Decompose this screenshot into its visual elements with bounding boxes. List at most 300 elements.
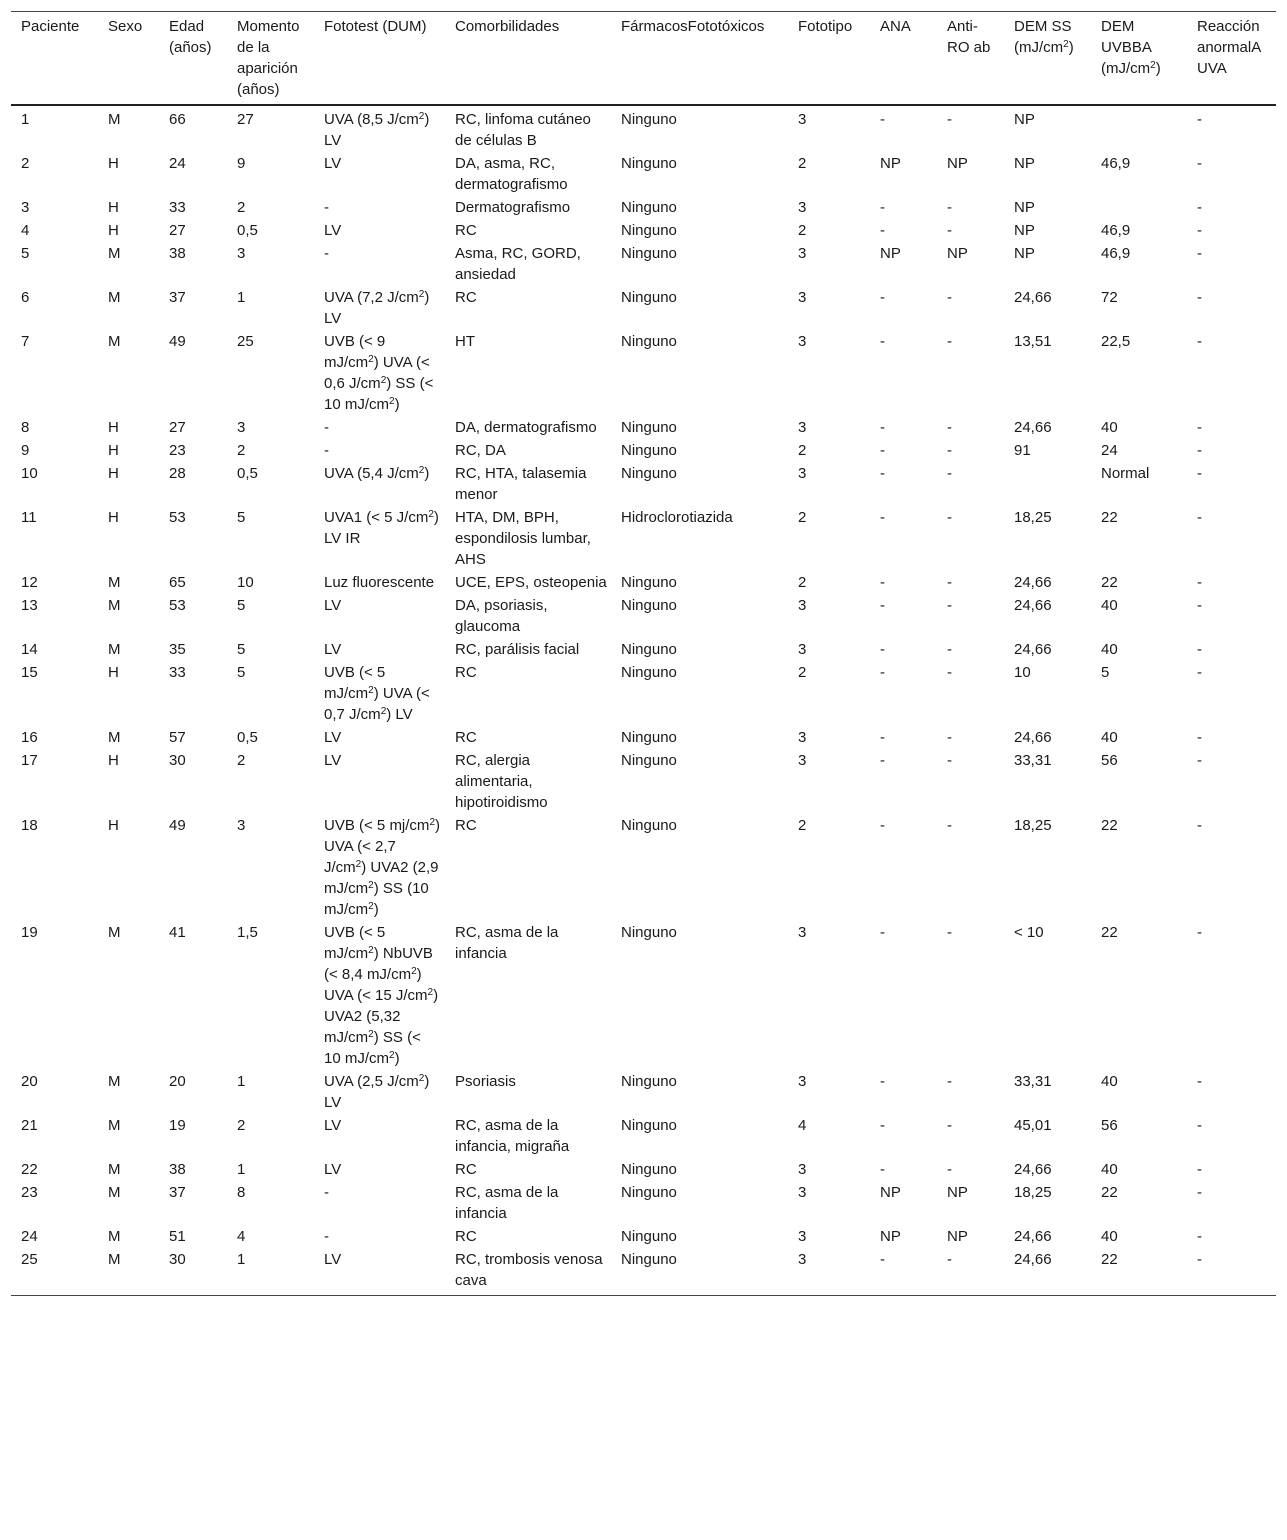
cell-comorbilidades: DA, psoriasis, glaucoma — [455, 597, 548, 635]
cell-dem-ss: NP — [1014, 222, 1035, 239]
cell-ana: - — [880, 664, 885, 681]
cell-fototest: LV — [324, 729, 342, 746]
column-header-anti-ro-ab: Anti-RO ab — [947, 18, 991, 56]
cell-ana: - — [880, 1073, 885, 1090]
cell-comorbilidades: HTA, DM, BPH, espondilosis lumbar, AHS — [455, 509, 591, 568]
cell-comorbilidades: RC — [455, 222, 477, 239]
cell-dem-uvbba: 56 — [1101, 752, 1118, 769]
cell-paciente: 4 — [21, 222, 30, 239]
cell-dem-ss: 24,66 — [1014, 729, 1052, 746]
cell-sexo: M — [108, 729, 121, 746]
cell-comorbilidades: RC, linfoma cutáneo de células B — [455, 111, 591, 149]
cell-dem-uvbba: 56 — [1101, 1117, 1118, 1134]
cell-fototest: LV — [324, 1161, 342, 1178]
cell-paciente: 5 — [21, 245, 30, 262]
cell-comorbilidades: DA, asma, RC, dermatografismo — [455, 155, 568, 193]
cell-momento-aparicion: 5 — [237, 664, 246, 681]
cell-reaccion-uva: - — [1197, 1228, 1202, 1245]
cell-sexo: M — [108, 1117, 121, 1134]
cell-anti-ro-ab: - — [947, 289, 952, 306]
cell-edad: 27 — [169, 222, 186, 239]
cell-comorbilidades: Psoriasis — [455, 1073, 516, 1090]
cell-sexo: H — [108, 465, 119, 482]
cell-farmacos-fototoxicos: Ninguno — [621, 155, 677, 172]
cell-dem-uvbba: 22 — [1101, 574, 1118, 591]
cell-anti-ro-ab: - — [947, 817, 952, 834]
cell-dem-ss: 24,66 — [1014, 1251, 1052, 1268]
cell-comorbilidades: RC — [455, 664, 477, 681]
cell-dem-ss — [1004, 462, 1091, 506]
cell-farmacos-fototoxicos: Ninguno — [621, 817, 677, 834]
cell-paciente: 11 — [21, 509, 37, 526]
cell-reaccion-uva: - — [1197, 1161, 1202, 1178]
cell-comorbilidades: RC — [455, 289, 477, 306]
cell-dem-uvbba: 40 — [1101, 1228, 1118, 1245]
cell-ana: - — [880, 597, 885, 614]
cell-farmacos-fototoxicos: Ninguno — [621, 729, 677, 746]
cell-edad: 19 — [169, 1117, 186, 1134]
cell-dem-ss: NP — [1014, 155, 1035, 172]
cell-farmacos-fototoxicos: Ninguno — [621, 111, 677, 128]
cell-dem-uvbba: 22 — [1101, 509, 1118, 526]
cell-sexo: M — [108, 111, 121, 128]
cell-fototipo: 2 — [798, 155, 807, 172]
cell-ana: - — [880, 729, 885, 746]
table-row — [11, 1114, 1276, 1158]
cell-anti-ro-ab: - — [947, 752, 952, 769]
cell-fototipo: 2 — [798, 664, 807, 681]
cell-fototest: LV — [324, 155, 342, 172]
cell-fototest: - — [324, 419, 329, 436]
cell-reaccion-uva: - — [1197, 419, 1202, 436]
cell-paciente: 3 — [21, 199, 30, 216]
cell-farmacos-fototoxicos: Ninguno — [621, 1251, 677, 1268]
cell-dem-ss: 24,66 — [1014, 289, 1052, 306]
cell-reaccion-uva: - — [1197, 245, 1202, 262]
cell-edad: 23 — [169, 442, 186, 459]
cell-reaccion-uva: - — [1197, 1184, 1202, 1201]
cell-farmacos-fototoxicos: Ninguno — [621, 289, 677, 306]
cell-paciente: 24 — [21, 1228, 38, 1245]
cell-farmacos-fototoxicos: Ninguno — [621, 1117, 677, 1134]
cell-dem-ss: NP — [1014, 111, 1035, 128]
column-header-comorbilidades: Comorbilidades — [455, 18, 560, 35]
table-row — [11, 152, 1276, 196]
table-row — [11, 814, 1276, 921]
cell-sexo: M — [108, 333, 121, 350]
cell-dem-uvbba — [1091, 196, 1187, 219]
cell-momento-aparicion: 1 — [237, 1073, 246, 1090]
cell-fototest: UVB (< 5 $mj/cm^2$) UVA (< 2,7 $J/cm^2$) UVA2 (2,9 $mJ/cm^2$) SS (10 $mJ/cm^2$) — [324, 817, 440, 918]
cell-edad: 49 — [169, 817, 186, 834]
cell-paciente: 13 — [21, 597, 38, 614]
cell-anti-ro-ab: - — [947, 509, 952, 526]
cell-fototest: UVA (5,4 $J/cm^2$) — [324, 465, 430, 482]
column-header-paciente: Paciente — [21, 18, 80, 35]
cell-reaccion-uva: - — [1197, 1117, 1202, 1134]
cell-sexo: H — [108, 664, 119, 681]
cell-momento-aparicion: 2 — [237, 442, 246, 459]
cell-farmacos-fototoxicos: Ninguno — [621, 245, 677, 262]
cell-farmacos-fototoxicos: Ninguno — [621, 442, 677, 459]
cell-sexo: H — [108, 222, 119, 239]
cell-paciente: 17 — [21, 752, 38, 769]
cell-paciente: 8 — [21, 419, 30, 436]
cell-reaccion-uva: - — [1197, 222, 1202, 239]
cell-ana: - — [880, 574, 885, 591]
cell-reaccion-uva: - — [1197, 1073, 1202, 1090]
cell-ana: - — [880, 752, 885, 769]
cell-fototest: UVA (7,2 $J/cm^2$) LV — [324, 289, 430, 327]
cell-reaccion-uva: - — [1197, 509, 1202, 526]
cell-fototipo: 3 — [798, 1161, 807, 1178]
cell-fototipo: 3 — [798, 752, 807, 769]
cell-comorbilidades: RC — [455, 817, 477, 834]
cell-paciente: 19 — [21, 924, 38, 941]
cell-dem-ss: 33,31 — [1014, 752, 1052, 769]
table-row — [11, 661, 1276, 726]
cell-ana: - — [880, 817, 885, 834]
cell-fototipo: 3 — [798, 111, 807, 128]
cell-sexo: H — [108, 442, 119, 459]
cell-farmacos-fototoxicos: Ninguno — [621, 664, 677, 681]
cell-dem-uvbba: 22 — [1101, 1251, 1118, 1268]
cell-fototipo: 3 — [798, 419, 807, 436]
table-row — [11, 242, 1276, 286]
cell-anti-ro-ab: - — [947, 729, 952, 746]
cell-fototest: Luz fluorescente — [324, 574, 435, 591]
table-row — [11, 219, 1276, 242]
table-row — [11, 638, 1276, 661]
cell-momento-aparicion: 1 — [237, 1161, 246, 1178]
cell-ana: - — [880, 289, 885, 306]
cell-paciente: 2 — [21, 155, 30, 172]
cell-anti-ro-ab: - — [947, 111, 952, 128]
cell-edad: 33 — [169, 199, 186, 216]
cell-momento-aparicion: 3 — [237, 245, 246, 262]
cell-paciente: 9 — [21, 442, 30, 459]
cell-momento-aparicion: 1,5 — [237, 924, 258, 941]
cell-dem-ss: 13,51 — [1014, 333, 1052, 350]
cell-fototipo: 3 — [798, 289, 807, 306]
cell-anti-ro-ab: - — [947, 442, 952, 459]
cell-comorbilidades: RC, asma de la infancia — [455, 1184, 559, 1222]
cell-reaccion-uva: - — [1197, 597, 1202, 614]
cell-sexo: M — [108, 641, 121, 658]
cell-dem-uvbba — [1091, 105, 1187, 152]
cell-reaccion-uva: - — [1197, 817, 1202, 834]
cell-ana: - — [880, 924, 885, 941]
cell-sexo: M — [108, 1161, 121, 1178]
cell-dem-ss: 18,25 — [1014, 509, 1052, 526]
cell-fototest: LV — [324, 641, 342, 658]
cell-edad: 65 — [169, 574, 186, 591]
cell-reaccion-uva: - — [1197, 465, 1202, 482]
table-row — [11, 749, 1276, 814]
cell-paciente: 21 — [21, 1117, 38, 1134]
cell-ana: - — [880, 111, 885, 128]
cell-edad: 51 — [169, 1228, 186, 1245]
cell-comorbilidades: RC, DA — [455, 442, 506, 459]
cell-fototipo: 3 — [798, 597, 807, 614]
cell-paciente: 1 — [21, 111, 30, 128]
cell-anti-ro-ab: - — [947, 641, 952, 658]
cell-edad: 30 — [169, 1251, 186, 1268]
cell-anti-ro-ab: - — [947, 664, 952, 681]
cell-edad: 57 — [169, 729, 186, 746]
cell-edad: 33 — [169, 664, 186, 681]
cell-farmacos-fototoxicos: Ninguno — [621, 1184, 677, 1201]
cell-momento-aparicion: 1 — [237, 289, 246, 306]
table-row — [11, 594, 1276, 638]
cell-sexo: M — [108, 597, 121, 614]
cell-paciente: 22 — [21, 1161, 38, 1178]
cell-farmacos-fototoxicos: Ninguno — [621, 199, 677, 216]
cell-fototest: LV — [324, 1251, 342, 1268]
cell-ana: - — [880, 222, 885, 239]
cell-sexo: H — [108, 199, 119, 216]
cell-dem-uvbba: 40 — [1101, 419, 1118, 436]
cell-momento-aparicion: 3 — [237, 817, 246, 834]
cell-edad: 27 — [169, 419, 186, 436]
cell-farmacos-fototoxicos: Ninguno — [621, 574, 677, 591]
cell-dem-ss: NP — [1014, 245, 1035, 262]
cell-momento-aparicion: 27 — [237, 111, 254, 128]
cell-ana: NP — [880, 245, 901, 262]
column-header-farmacos-fototoxicos: FármacosFototóxicos — [621, 18, 765, 35]
cell-momento-aparicion: 2 — [237, 1117, 246, 1134]
cell-paciente: 6 — [21, 289, 30, 306]
cell-edad: 20 — [169, 1073, 186, 1090]
cell-dem-uvbba: 46,9 — [1101, 222, 1131, 239]
cell-comorbilidades: RC, trombosis venosa cava — [455, 1251, 603, 1289]
cell-comorbilidades: UCE, EPS, osteopenia — [455, 574, 607, 591]
cell-dem-uvbba: 5 — [1101, 664, 1110, 681]
cell-sexo: M — [108, 1184, 121, 1201]
cell-momento-aparicion: 0,5 — [237, 222, 258, 239]
cell-farmacos-fototoxicos: Ninguno — [621, 465, 677, 482]
cell-fototipo: 3 — [798, 924, 807, 941]
cell-dem-ss: 33,31 — [1014, 1073, 1052, 1090]
cell-dem-uvbba: 22,5 — [1101, 333, 1131, 350]
cell-momento-aparicion: 5 — [237, 641, 246, 658]
cell-reaccion-uva: - — [1197, 664, 1202, 681]
cell-fototest: - — [324, 245, 329, 262]
table-row — [11, 1248, 1276, 1296]
table-row — [11, 921, 1276, 1070]
cell-dem-ss: 24,66 — [1014, 1161, 1052, 1178]
cell-fototipo: 3 — [798, 1073, 807, 1090]
cell-dem-ss: 24,66 — [1014, 1228, 1052, 1245]
cell-paciente: 14 — [21, 641, 38, 658]
cell-fototipo: 3 — [798, 333, 807, 350]
cell-anti-ro-ab: - — [947, 1117, 952, 1134]
cell-ana: - — [880, 641, 885, 658]
cell-dem-uvbba: 40 — [1101, 729, 1118, 746]
cell-sexo: H — [108, 752, 119, 769]
table-row — [11, 571, 1276, 594]
cell-fototest: - — [324, 1228, 329, 1245]
cell-farmacos-fototoxicos: Ninguno — [621, 222, 677, 239]
cell-reaccion-uva: - — [1197, 574, 1202, 591]
cell-anti-ro-ab: - — [947, 1161, 952, 1178]
cell-farmacos-fototoxicos: Ninguno — [621, 597, 677, 614]
cell-edad: 38 — [169, 1161, 186, 1178]
table-row — [11, 726, 1276, 749]
table-row — [11, 1158, 1276, 1181]
cell-reaccion-uva: - — [1197, 111, 1202, 128]
cell-dem-uvbba: 40 — [1101, 597, 1118, 614]
cell-dem-uvbba: 22 — [1101, 1184, 1118, 1201]
cell-ana: NP — [880, 1228, 901, 1245]
cell-edad: 28 — [169, 465, 186, 482]
cell-paciente: 23 — [21, 1184, 38, 1201]
cell-sexo: M — [108, 1251, 121, 1268]
cell-fototest: UVA1 (< 5 $J/cm^2$) LV IR — [324, 509, 439, 547]
cell-momento-aparicion: 2 — [237, 199, 246, 216]
cell-dem-ss: 91 — [1014, 442, 1031, 459]
cell-farmacos-fototoxicos: Ninguno — [621, 641, 677, 658]
cell-anti-ro-ab: - — [947, 199, 952, 216]
cell-fototest: UVA (2,5 $J/cm^2$) LV — [324, 1073, 430, 1111]
cell-edad: 38 — [169, 245, 186, 262]
cell-fototest: UVB (< 9 $mJ/cm^2$) UVA (< 0,6 $J/cm^2$) SS (< 10 $mJ/cm^2$) — [324, 333, 434, 413]
cell-reaccion-uva: - — [1197, 729, 1202, 746]
cell-dem-uvbba: 22 — [1101, 924, 1118, 941]
cell-edad: 53 — [169, 509, 186, 526]
cell-sexo: M — [108, 1073, 121, 1090]
cell-paciente: 20 — [21, 1073, 38, 1090]
cell-sexo: H — [108, 509, 119, 526]
cell-fototest: UVB (< 5 $mJ/cm^2$) UVA (< 0,7 $J/cm^2$) LV — [324, 664, 430, 723]
cell-fototipo: 2 — [798, 574, 807, 591]
cell-edad: 41 — [169, 924, 186, 941]
cell-edad: 66 — [169, 111, 186, 128]
cell-dem-ss: 24,66 — [1014, 574, 1052, 591]
column-header-reaccion-uva: Reacción anormalA UVA — [1197, 18, 1261, 77]
cell-comorbilidades: Dermatografismo — [455, 199, 571, 216]
cell-dem-ss: 24,66 — [1014, 641, 1052, 658]
cell-ana: - — [880, 199, 885, 216]
cell-dem-ss: < 10 — [1014, 924, 1044, 941]
cell-anti-ro-ab: - — [947, 597, 952, 614]
cell-farmacos-fototoxicos: Hidroclorotiazida — [621, 509, 733, 526]
cell-farmacos-fototoxicos: Ninguno — [621, 752, 677, 769]
cell-momento-aparicion: 0,5 — [237, 729, 258, 746]
cell-reaccion-uva: - — [1197, 289, 1202, 306]
cell-momento-aparicion: 8 — [237, 1184, 246, 1201]
cell-ana: - — [880, 1251, 885, 1268]
cell-sexo: H — [108, 155, 119, 172]
cell-sexo: H — [108, 817, 119, 834]
cell-farmacos-fototoxicos: Ninguno — [621, 1073, 677, 1090]
cell-reaccion-uva: - — [1197, 752, 1202, 769]
cell-sexo: M — [108, 924, 121, 941]
cell-paciente: 16 — [21, 729, 38, 746]
cell-fototipo: 2 — [798, 442, 807, 459]
cell-momento-aparicion: 10 — [237, 574, 254, 591]
cell-anti-ro-ab: - — [947, 574, 952, 591]
cell-dem-ss: 24,66 — [1014, 419, 1052, 436]
cell-anti-ro-ab: NP — [947, 1184, 968, 1201]
cell-edad: 49 — [169, 333, 186, 350]
cell-comorbilidades: HT — [455, 333, 475, 350]
cell-farmacos-fototoxicos: Ninguno — [621, 1161, 677, 1178]
table-row — [11, 330, 1276, 416]
cell-sexo: M — [108, 574, 121, 591]
cell-momento-aparicion: 5 — [237, 509, 246, 526]
cell-fototest: UVB (< 5 $mJ/cm^2$) NbUVB (< 8,4 $mJ/cm^2$) UVA (< 15 $J/cm^2$) UVA2 (5,32 $mJ/cm^2$) SS (< 10 $mJ/cm^2$) — [324, 924, 439, 1067]
cell-momento-aparicion: 9 — [237, 155, 246, 172]
cell-sexo: M — [108, 289, 121, 306]
cell-dem-uvbba: 40 — [1101, 1073, 1118, 1090]
cell-anti-ro-ab: - — [947, 1251, 952, 1268]
cell-comorbilidades: RC — [455, 1161, 477, 1178]
cell-fototest: LV — [324, 752, 342, 769]
cell-paciente: 7 — [21, 333, 30, 350]
cell-dem-ss: 45,01 — [1014, 1117, 1052, 1134]
cell-dem-uvbba: 40 — [1101, 1161, 1118, 1178]
cell-paciente: 18 — [21, 817, 38, 834]
cell-reaccion-uva: - — [1197, 333, 1202, 350]
table-row — [11, 1181, 1276, 1225]
table-row — [11, 439, 1276, 462]
cell-farmacos-fototoxicos: Ninguno — [621, 924, 677, 941]
cell-edad: 30 — [169, 752, 186, 769]
cell-momento-aparicion: 1 — [237, 1251, 246, 1268]
cell-fototest: UVA (8,5 $J/cm^2$) LV — [324, 111, 430, 149]
column-header-ana: ANA — [880, 18, 911, 35]
cell-ana: NP — [880, 1184, 901, 1201]
cell-fototipo: 2 — [798, 222, 807, 239]
cell-anti-ro-ab: NP — [947, 245, 968, 262]
cell-dem-ss: 18,25 — [1014, 817, 1052, 834]
column-header-sexo: Sexo — [108, 18, 143, 35]
cell-comorbilidades: Asma, RC, GORD, ansiedad — [455, 245, 581, 283]
table-row — [11, 196, 1276, 219]
table-row — [11, 416, 1276, 439]
cell-dem-uvbba: 46,9 — [1101, 155, 1131, 172]
table-row — [11, 462, 1276, 506]
cell-fototest: LV — [324, 1117, 342, 1134]
cell-momento-aparicion: 5 — [237, 597, 246, 614]
cell-reaccion-uva: - — [1197, 155, 1202, 172]
cell-edad: 37 — [169, 289, 186, 306]
cell-reaccion-uva: - — [1197, 1251, 1202, 1268]
cell-ana: - — [880, 1161, 885, 1178]
cell-fototipo: 3 — [798, 465, 807, 482]
cell-fototipo: 2 — [798, 817, 807, 834]
cell-fototipo: 3 — [798, 1184, 807, 1201]
cell-anti-ro-ab: - — [947, 924, 952, 941]
table-header-row — [11, 12, 1276, 106]
cell-anti-ro-ab: - — [947, 333, 952, 350]
column-header-momento-aparicion: Momento de la aparición (años) — [237, 18, 300, 98]
cell-edad: 53 — [169, 597, 186, 614]
cell-anti-ro-ab: - — [947, 222, 952, 239]
cell-ana: - — [880, 442, 885, 459]
cell-dem-uvbba: Normal — [1101, 465, 1150, 482]
cell-dem-uvbba: 40 — [1101, 641, 1118, 658]
table-row — [11, 105, 1276, 152]
cell-anti-ro-ab: - — [947, 1073, 952, 1090]
column-header-dem-uvbba: DEM UVBBA $(mJ/cm^2)$ — [1101, 18, 1161, 77]
cell-sexo: M — [108, 1228, 121, 1245]
cell-momento-aparicion: 2 — [237, 752, 246, 769]
cell-paciente: 15 — [21, 664, 38, 681]
cell-ana: - — [880, 419, 885, 436]
cell-sexo: H — [108, 419, 119, 436]
